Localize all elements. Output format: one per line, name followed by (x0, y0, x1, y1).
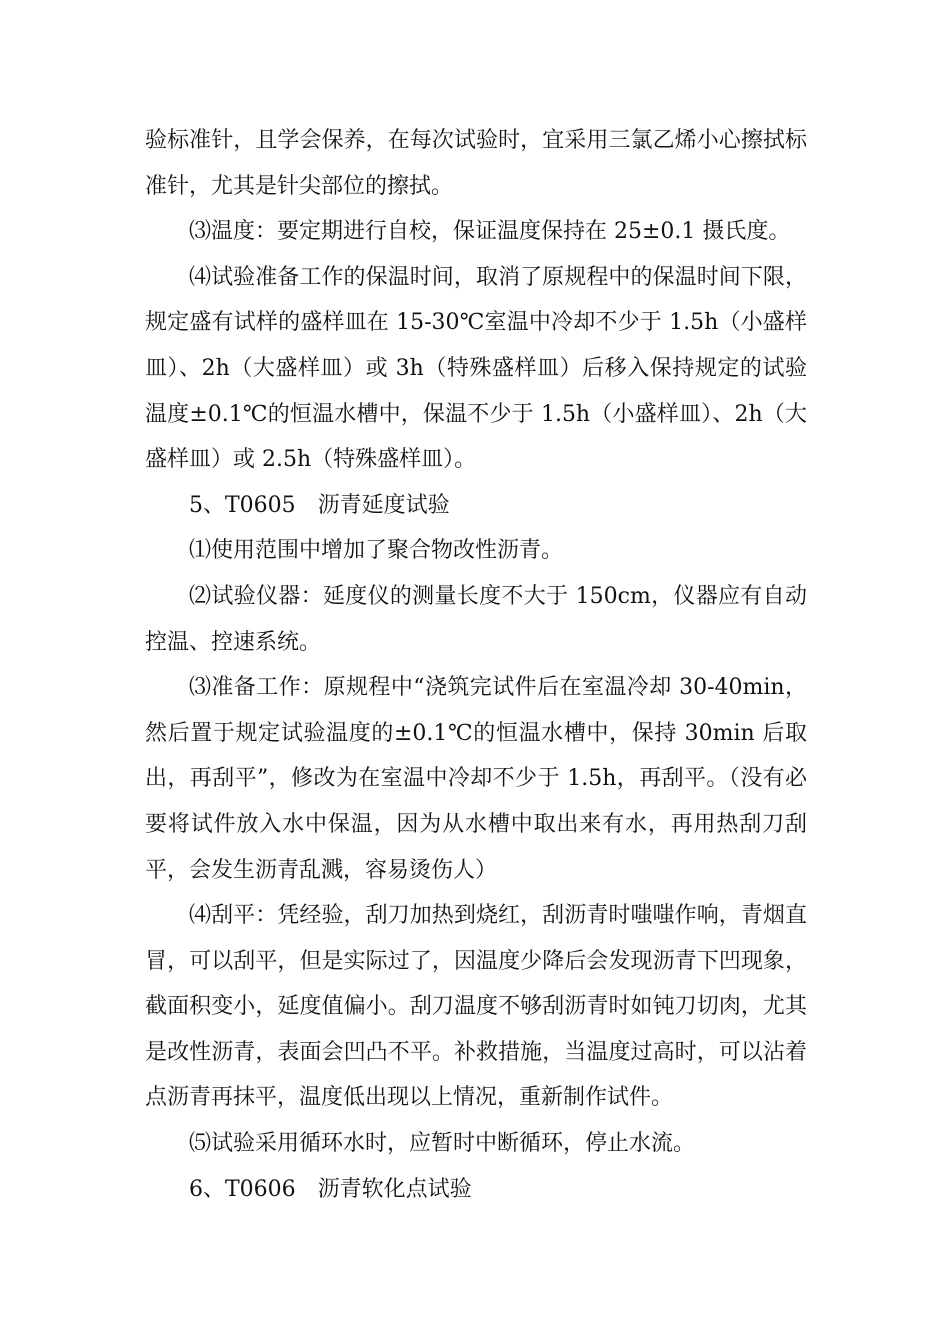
paragraph-preparation: ⑶准备工作：原规程中“浇筑完试件后在室温冷却 30-40min，然后置于规定试验温度的±0.1℃的恒温水槽中，保持 30min 后取出，再刮平”，修改为在室温中冷却不少于 1.5h，再刮平。（没有必要将试件放入水中保温，因为从水槽中取出来有水，再用热刮刀刮平，会发生沥青乱溅，容易烫伤人） (145, 675, 807, 883)
section-heading-t0605: 5、T0605 沥青延度试验 (189, 492, 450, 518)
paragraph-scope: ⑴使用范围中增加了聚合物改性沥青。 (189, 538, 564, 564)
paragraph-circulating-water: ⑸试验采用循环水时，应暂时中断循环，停止水流。 (189, 1131, 696, 1157)
document-body (145, 118, 807, 1212)
paragraph-insulation-time: ⑷试验准备工作的保温时间，取消了原规程中的保温时间下限，规定盛有试样的盛样皿在 15-30℃室温中冷却不少于 1.5h（小盛样皿）、2h（大盛样皿）或 3h（特殊盛样皿）后移入保持规定的试验温度±0.1℃的恒温水槽中，保温不少于 1.5h（小盛样皿）、2h（大盛样皿）或 2.5h（特殊盛样皿）。 (145, 264, 807, 473)
section-heading-t0606: 6、T0606 沥青软化点试验 (189, 1176, 472, 1202)
paragraph-instrument: ⑵试验仪器：延度仪的测量长度不大于 150cm，仪器应有自动控温、控速系统。 (145, 583, 807, 655)
paragraph-temperature: ⑶温度：要定期进行自校，保证温度保持在 25±0.1 摄氏度。 (189, 219, 791, 245)
paragraph-continuation: 验标准针，且学会保养，在每次试验时，宜采用三氯乙烯小心擦拭标准针，尤其是针尖部位的擦拭。 (145, 128, 807, 199)
paragraph-scraping: ⑷刮平：凭经验，刮刀加热到烧红，刮沥青时嗤嗤作响，青烟直冒，可以刮平，但是实际过了，因温度少降后会发现沥青下凹现象，截面积变小，延度值偏小。刮刀温度不够刮沥青时如钝刀切肉，尤其是改性沥青，表面会凹凸不平。补救措施，当温度过高时，可以沾着点沥青再抹平，温度低出现以上情况，重新制作试件。 (145, 903, 807, 1111)
